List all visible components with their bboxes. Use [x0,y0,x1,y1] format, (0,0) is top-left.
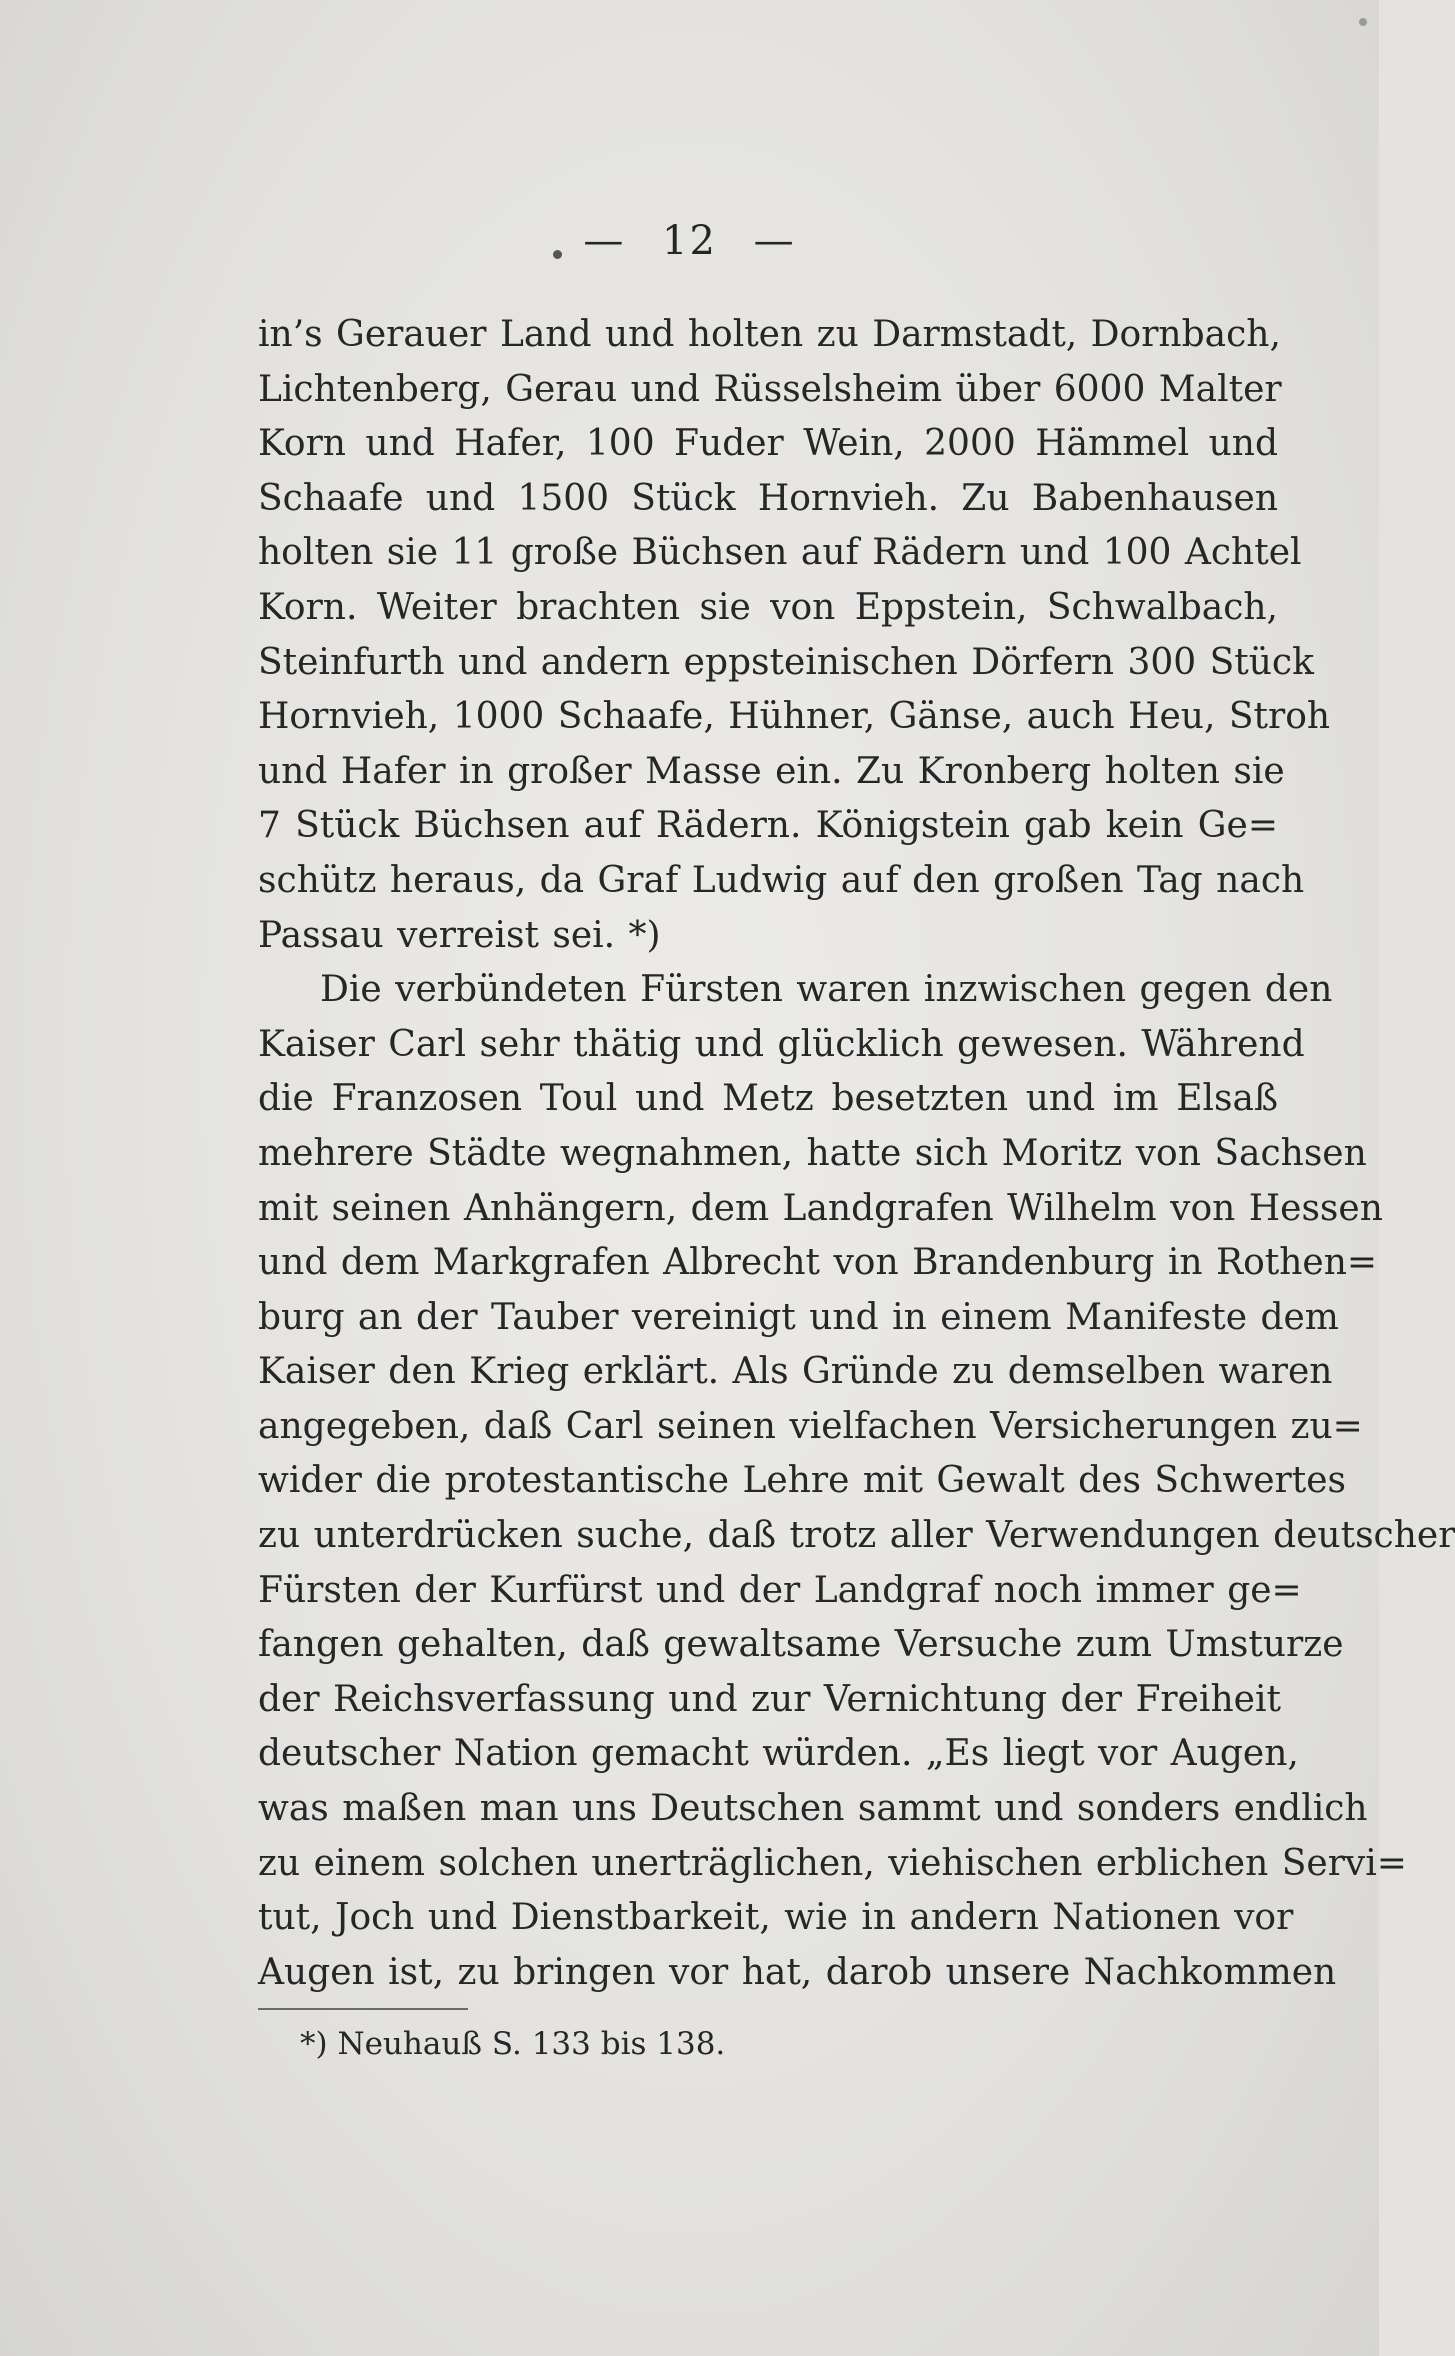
text-line: deutscher Nation gemacht würden. „Es liegt vor Augen, [258,1733,1299,1775]
text-line: mehrere Städte wegnahmen, hatte sich Moritz von Sachsen [258,1132,1367,1174]
text-line: Passau verreist sei. *) [258,914,661,956]
text-line: zu unterdrücken suche, daß trotz aller Verwendungen deutscher [258,1515,1455,1557]
text-line: Fürsten der Kurfürst und der Landgraf noch immer ge= [258,1569,1302,1611]
text-line: 7 Stück Büchsen auf Rädern. Königstein gab kein Ge= [258,805,1278,847]
text-line: schütz heraus, da Graf Ludwig auf den großen Tag nach [258,859,1305,901]
text-line: burg an der Tauber vereinigt und in einem Manifeste dem [258,1296,1339,1338]
text-line: Steinfurth und andern eppsteinischen Dörfern 300 Stück [258,641,1314,683]
text-line: tut, Joch und Dienstbarkeit, wie in andern Nationen vor [258,1897,1294,1939]
page-number: 12 [662,218,717,264]
text-line: Korn. Weiter brachten sie von Eppstein, Schwalbach, [258,586,1278,628]
text-line: wider die protestantische Lehre mit Gewalt des Schwertes [258,1460,1347,1502]
text-line: der Reichsverfassung und zur Vernichtung der Freiheit [258,1678,1281,1720]
header-dash-right: — [753,218,796,264]
body-text [258,308,1455,2000]
text-line: Hornvieh, 1000 Schaafe, Hühner, Gänse, auch Heu, Stroh [258,696,1331,738]
text-line: in’s Gerauer Land und holten zu Darmstadt, Dornbach, [258,314,1281,355]
text-line: die Franzosen Toul und Metz besetzten und im Elsaß [258,1078,1278,1120]
footnote: *) Neuhauß S. 133 bis 138. [300,2026,726,2062]
text-line: Korn und Hafer, 100 Fuder Wein, 2000 Hämmel und [258,423,1278,465]
text-line: Kaiser den Krieg erklärt. Als Gründe zu demselben waren [258,1351,1333,1393]
page-header [0,218,1379,264]
text-line: Die verbündeten Fürsten waren inzwischen gegen den [320,969,1333,1011]
header-dash-left: — [583,218,626,264]
text-line: und dem Markgrafen Albrecht von Brandenburg in Rothen= [258,1242,1378,1284]
text-line: mit seinen Anhängern, dem Landgrafen Wilhelm von Hessen [258,1187,1383,1229]
text-line: Schaafe und 1500 Stück Hornvieh. Zu Babenhausen [258,477,1278,519]
text-line: Lichtenberg, Gerau und Rüsselsheim über 6000 Malter [258,368,1282,410]
text-line: fangen gehalten, daß gewaltsame Versuche zum Umsturze [258,1624,1344,1666]
text-line: Augen ist, zu bringen vor hat, darob unsere Nachkommen [258,1951,1337,1993]
ink-dot [553,250,562,259]
text-line: Kaiser Carl sehr thätig und glücklich gewesen. Während [258,1023,1305,1065]
text-line: angegeben, daß Carl seinen vielfachen Versicherungen zu= [258,1405,1363,1447]
text-line: was maßen man uns Deutschen sammt und sonders endlich [258,1788,1368,1830]
text-line: holten sie 11 große Büchsen auf Rädern und 100 Achtel [258,532,1302,574]
footnote-rule [258,2008,468,2010]
text-line: zu einem solchen unerträglichen, viehischen erblichen Servi= [258,1842,1407,1884]
text-line: und Hafer in großer Masse ein. Zu Kronberg holten sie [258,750,1285,792]
page-speck [1359,18,1367,26]
